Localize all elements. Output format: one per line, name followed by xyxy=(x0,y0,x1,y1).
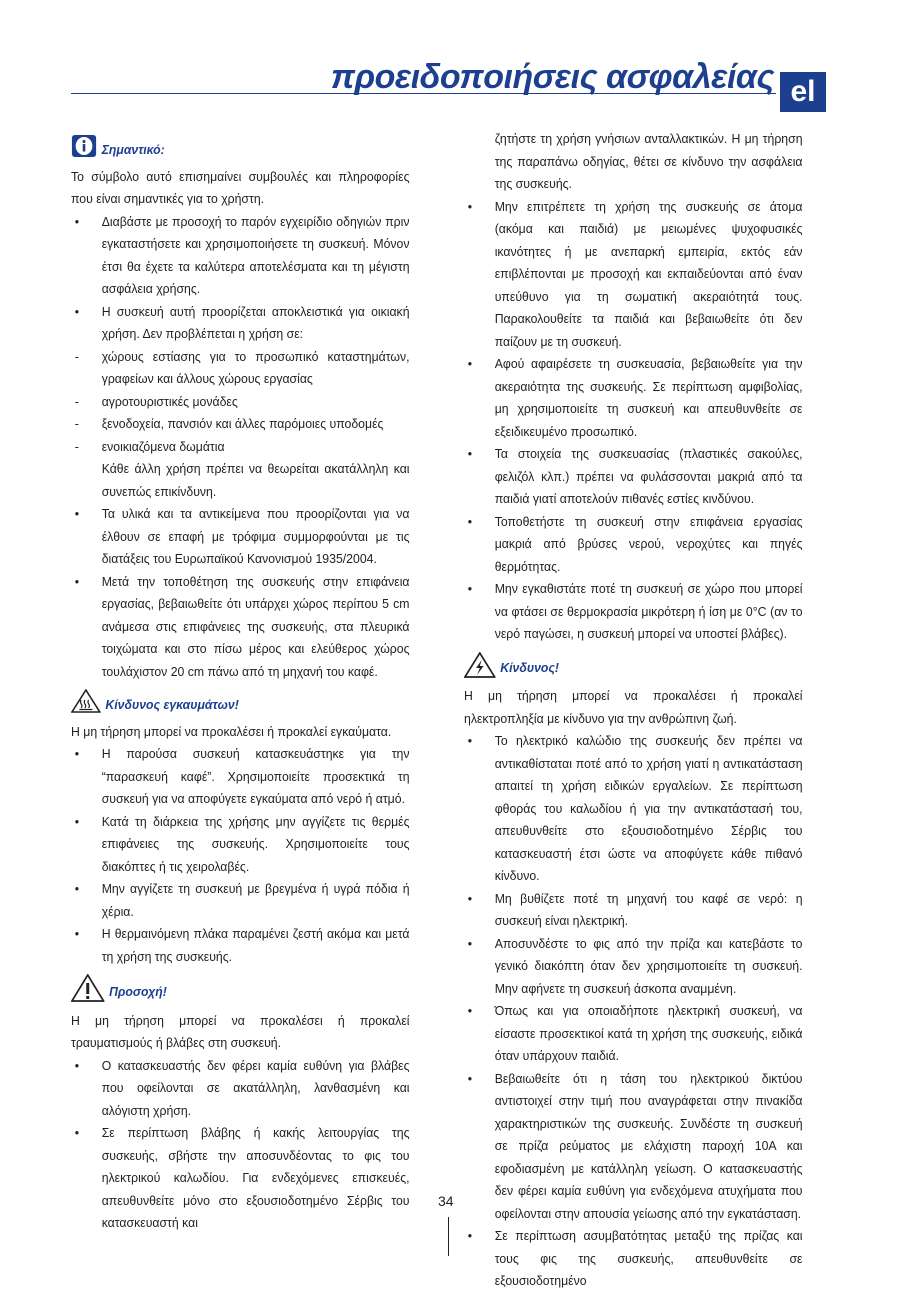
list-item: • Μην επιτρέπετε τη χρήση της συσκευής σε άτομα (ακόμα και παιδιά) με μειωμένες ψυχοφυσικές ικανότητες ή με ανεπαρκή εμπειρία, εκτός εάν επιβλέπονται με προσοχή και εκπαιδεύονται από έναν υπεύθυνο για τη σωματική ακεραιότητά τους. Παρακολουθείτε τα παιδιά και βεβαιωθείτε ότι δεν παίζουν με τη συσκευή. xyxy=(464,196,803,354)
caution-title: Προσοχή! xyxy=(109,983,167,999)
list-item: • Τα υλικά και τα αντικείμενα που προορίζονται για να έλθουν σε επαφή με τρόφιμα συμμορφούνται με τις διατάξεις του Ευρωπαϊκού Κανονισμού 1935/2004. xyxy=(71,503,410,571)
list-item: • Μετά την τοποθέτηση της συσκευής στην επιφάνεια εργασίας, βεβαιωθείτε ότι υπάρχει χώρος περίπου 5 cm ανάμεσα στις επιφάνειες της συσκευής, στα πλευρικά τοιχώματα και στο πίσω μέρος και ελεύθερος χώρος τουλάχιστον 20 cm πάνω από τη μηχανή του καφέ. xyxy=(71,571,410,684)
left-column xyxy=(71,128,410,1235)
danger-list xyxy=(464,730,803,1293)
list-item: • Βεβαιωθείτε ότι η τάση του ηλεκτρικού δικτύου αντιστοιχεί στην τιμή που αναγράφεται στην πινακίδα χαρακτηριστικών της συσκευής. Συνδέστε τη συσκευή σε πρίζα ρεύματος με ελάχιστη παροχή 10A και εφοδιασμένη με κατάλληλη γείωση. Ο κατασκευαστής δεν φέρει καμία ευθύνη για ενδεχόμενα ατυχήματα που οφείλονται στην απουσία γείωσης από την εγκατάσταση. xyxy=(464,1068,803,1226)
footer-divider xyxy=(448,1217,449,1256)
dash-item: - αγροτουριστικές μονάδες xyxy=(71,391,410,414)
list-item: • Τοποθετήστε τη συσκευή στην επιφάνεια εργασίας μακριά από βρύσες νερού, νεροχύτες και πηγές θερμότητας. xyxy=(464,511,803,579)
list-item: • Μην εγκαθιστάτε ποτέ τη συσκευή σε χώρο που μπορεί να φτάσει σε θερμοκρασία μικρότερη ή ίση με 0°C (αν το νερό παγώσει, η συσκευή μπορεί να υποστεί βλάβες). xyxy=(464,578,803,646)
list-item: • Σε περίπτωση ασυμβατότητας μεταξύ της πρίζας και τους φις της συσκευής, απευθυνθείτε σε εξουσιοδοτημένο xyxy=(464,1225,803,1293)
list-item: • Διαβάστε με προσοχή το παρόν εγχειρίδιο οδηγιών πριν εγκαταστήσετε και χρησιμοποιήσετε τη συσκευή. Μόνον έτσι θα έχετε τα καλύτερα αποτελέσματα και τη μέγιστη ασφάλεια χρήσης. xyxy=(71,211,410,301)
right-column xyxy=(464,128,803,1293)
burn-title: Κίνδυνος εγκαυμάτων! xyxy=(105,696,239,712)
list-item: • Μη βυθίζετε ποτέ τη μηχανή του καφέ σε νερό: η συσκευή είναι ηλεκτρική. xyxy=(464,888,803,933)
list-item: • Σε περίπτωση βλάβης ή κακής λειτουργίας της συσκευής, σβήστε την αποσυνδέοντας το φις του ηλεκτρικού καλωδίου. Για ενδεχόμενες επισκευές, απευθυνθείτε μόνο στο εξουσιοδοτημένο Σέρβις του κατασκευαστή και xyxy=(71,1122,410,1235)
burn-list xyxy=(71,743,410,968)
important-heading xyxy=(71,134,410,166)
danger-title: Κίνδυνος! xyxy=(500,660,560,675)
dash-item: - ξενοδοχεία, πανσιόν και άλλες παρόμοιες υποδομές xyxy=(71,413,410,436)
important-text: Το σύμβολο αυτό επισημαίνει συμβουλές και πληροφορίες που είναι σημαντικές για το χρήστη. xyxy=(71,168,410,206)
burn-text: Η μη τήρηση μπορεί να προκαλέσει ή προκαλεί εγκαύματα. xyxy=(71,723,392,739)
dash-item: - ενοικιαζόμενα δωμάτια xyxy=(71,436,410,459)
right-list xyxy=(464,128,803,646)
list-item: • Η θερμαινόμενη πλάκα παραμένει ζεστή ακόμα και μετά τη χρήση της συσκευής. xyxy=(71,923,410,968)
page-number: 34 xyxy=(438,1193,454,1209)
dash-item: - χώρους εστίασης για το προσωπικό καταστημάτων, γραφείων και άλλους χώρους εργασίας xyxy=(71,346,410,391)
danger-text: Η μη τήρηση μπορεί να προκαλέσει ή προκαλεί ηλεκτροπληξία με κίνδυνο για την ανθρώπινη ζωή. xyxy=(464,688,803,726)
list-item: • Ο κατασκευαστής δεν φέρει καμία ευθύνη για βλάβες που οφείλονται σε ακατάλληλη, λανθασμένη και αλόγιστη χρήση. xyxy=(71,1055,410,1123)
list-item: • Τα στοιχεία της συσκευασίας (πλαστικές σακούλες, φελιζόλ κλπ.) πρέπει να φυλάσσονται μακριά από τα παιδιά γιατί αποτελούν πιθανές εστίες κινδύνου. xyxy=(464,443,803,511)
burn-heading xyxy=(71,689,410,721)
electric-shock-warning-icon xyxy=(464,652,496,686)
language-badge: el xyxy=(780,72,826,112)
important-title: Σημαντικό: xyxy=(101,141,165,157)
info-icon xyxy=(71,134,97,166)
list-item: • Μην αγγίζετε τη συσκευή με βρεγμένα ή υγρά πόδια ή χέρια. xyxy=(71,878,410,923)
list-item: • Το ηλεκτρικό καλώδιο της συσκευής δεν πρέπει να αντικαθίσταται ποτέ από το χρήση γιατί η αντικατάσταση απαιτεί τη χρήση ειδικών εργαλείων. Σε περίπτωση φθοράς του καλωδίου ή για την αντικατάστασή του, απευθυνθείτε στο εξουσιοδοτημένο Σέρβις του κατασκευαστή έτσι ώστε να αποφύγετε κάθε πιθανό κίνδυνο. xyxy=(464,730,803,888)
important-list xyxy=(71,211,410,684)
exclamation-warning-icon xyxy=(71,974,104,1010)
continuation-text: ζητήστε τη χρήση γνήσιων ανταλλακτικών. Η μη τήρηση της παραπάνω οδηγίας, θέτει σε κίνδυνο την ασφάλεια της συσκευής. xyxy=(494,131,803,191)
caution-list xyxy=(71,1055,410,1235)
hot-surface-warning-icon xyxy=(71,689,101,721)
list-item: • Αφού αφαιρέσετε τη συσκευασία, βεβαιωθείτε για την ακεραιότητα της συσκευής. Σε περίπτωση αμφιβολίας, μη χρησιμοποιείτε τη συσκευή και απευθυνθείτε σε εξειδικευμένο προσωπικό. xyxy=(464,353,803,443)
list-item: • Η παρούσα συσκευή κατασκευάστηκε για την “παρασκευή καφέ”. Χρησιμοποιείτε προσεκτικά τη συσκευή για να αποφύγετε εγκαύματα από νερό ή ατμό. xyxy=(71,743,410,811)
page-title: προειδοποιήσεις ασφαλείας xyxy=(330,58,774,96)
caution-heading xyxy=(71,974,410,1010)
list-item: • Όπως και για οποιαδήποτε ηλεκτρική συσκευή, να είσαστε προσεκτικοί κατά τη χρήση της συσκευής, ειδικά όταν υπάρχουν παιδιά. xyxy=(464,1000,803,1068)
caution-text: Η μη τήρηση μπορεί να προκαλέσει ή προκαλεί τραυματισμούς ή βλάβες στη συσκευή. xyxy=(71,1012,410,1050)
list-item: • Κατά τη διάρκεια της χρήσης μην αγγίζετε τις θερμές επιφάνειες της συσκευής. Χρησιμοποιείτε τους διακόπτες ή τις χειρολαβές. xyxy=(71,811,410,879)
list-item: • Αποσυνδέστε το φις από την πρίζα και κατεβάστε το γενικό διακόπτη όταν δεν χρησιμοποιείτε τη συσκευή. Μην αφήνετε τη συσκευή άσκοπα αναμμένη. xyxy=(464,933,803,1001)
danger-heading xyxy=(464,652,803,686)
usage-note: Κάθε άλλη χρήση πρέπει να θεωρείται ακατάλληλη και συνεπώς επικίνδυνη. xyxy=(101,461,410,499)
list-item: • Η συσκευή αυτή προορίζεται αποκλειστικά για οικιακή χρήση. Δεν προβλέπεται η χρήση σε: xyxy=(71,301,410,346)
